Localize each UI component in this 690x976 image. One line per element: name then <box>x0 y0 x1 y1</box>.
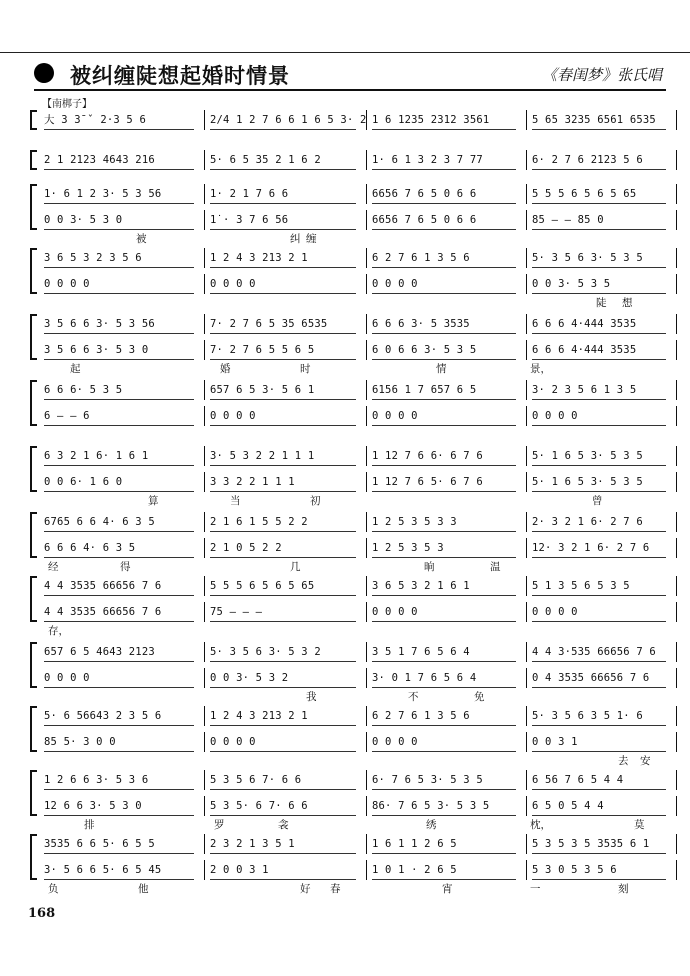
barline <box>366 770 367 790</box>
score-system <box>30 250 668 309</box>
measure: 657 6 5 4643 2123 <box>44 644 200 660</box>
score-system <box>30 772 668 831</box>
measure: 6 2 7 6 1 3 5 6 <box>372 708 522 724</box>
barline <box>676 732 677 752</box>
measure: 0 0 6· 1 6 0 <box>44 474 200 490</box>
measure: 大 3 3̄ ˇ 2·3 5 6 <box>44 112 200 128</box>
lyric-syllable: 去 <box>618 755 629 767</box>
measure: 6656 7 6 5 0 6 6 <box>372 212 522 228</box>
lyric-syllable: 被 <box>136 233 147 245</box>
measure: 5· 1 6 5 3· 5 3 5 <box>532 448 672 464</box>
lyric-syllable: 当 <box>230 495 241 507</box>
barline <box>676 314 677 334</box>
barline <box>366 406 367 426</box>
lyric-syllable: 莫 <box>634 819 645 831</box>
lyric-syllable: 经 <box>48 561 59 573</box>
measure: 1 6 1235 2312 3561 <box>372 112 522 128</box>
barline <box>676 472 677 492</box>
barline <box>526 834 527 854</box>
measure: 5 3 5· 6 7· 6 6 <box>210 798 362 814</box>
barline <box>526 380 527 400</box>
measure: 5 3 0 5 3 5 6 <box>532 862 672 878</box>
measure: 1̇ · 3 7 6 56 <box>210 212 362 228</box>
staff-row <box>44 342 668 358</box>
lyric-syllable: 算 <box>148 495 159 507</box>
measure: 0 0 0 0 <box>210 276 362 292</box>
barline <box>366 210 367 230</box>
barline <box>526 110 527 130</box>
measure: 5 1 3 5 6 5 3 5 <box>532 578 672 594</box>
lyrics-row <box>44 362 668 376</box>
barline <box>204 210 205 230</box>
score-system <box>30 578 668 637</box>
top-rule <box>0 52 690 53</box>
system-bracket <box>30 110 37 130</box>
barline <box>676 110 677 130</box>
barline <box>526 472 527 492</box>
lyric-syllable: 春 <box>330 883 341 895</box>
measure: 1 2 5 3 5 3 3 <box>372 514 522 530</box>
barline <box>676 248 677 268</box>
measure: 1 6 1 1 2 6 5 <box>372 836 522 852</box>
staff-row <box>44 112 668 128</box>
score-system <box>30 112 668 128</box>
barline <box>526 668 527 688</box>
score-system <box>30 644 668 703</box>
staff-row <box>44 152 668 168</box>
measure: 86· 7 6 5 3· 5 3 5 <box>372 798 522 814</box>
barline <box>676 274 677 294</box>
lyric-syllable: 晌 <box>424 561 435 573</box>
system-bracket <box>30 512 37 558</box>
measure: 3· 2 3 5 6 1 3 5 <box>532 382 672 398</box>
barline <box>526 512 527 532</box>
staff-row <box>44 514 668 530</box>
lyric-syllable: 情 <box>436 363 447 375</box>
melody-type: 【南梆子】 <box>42 99 92 110</box>
lyric-syllable: 他 <box>138 883 149 895</box>
measure: 1 0 1 · 2 6 5 <box>372 862 522 878</box>
barline <box>526 538 527 558</box>
measure: 3 6 5 3 2 3 5 6 <box>44 250 200 266</box>
lyric-syllable: 衾 <box>278 819 289 831</box>
barline <box>676 380 677 400</box>
measure: 1 2 6 6 3· 5 3 6 <box>44 772 200 788</box>
barline <box>526 576 527 596</box>
barline <box>676 602 677 622</box>
barline <box>676 668 677 688</box>
barline <box>366 512 367 532</box>
barline <box>366 860 367 880</box>
measure: 2 1 0 5 2 2 <box>210 540 362 556</box>
barline <box>366 668 367 688</box>
measure: 3 5 6 6 3· 5 3 56 <box>44 316 200 332</box>
barline <box>204 446 205 466</box>
measure: 5 3 5 3 5 3535 6 1 <box>532 836 672 852</box>
staff-row <box>44 798 668 814</box>
lyric-syllable: 罗 <box>214 819 225 831</box>
measure: 3· 0 1 7 6 5 6 4 <box>372 670 522 686</box>
measure: 3 5 6 6 3· 5 3 0 <box>44 342 200 358</box>
barline <box>526 184 527 204</box>
measure: 4 4 3535 66656 7 6 <box>44 604 200 620</box>
measure: 6 6 6 4·444 3535 <box>532 316 672 332</box>
barline <box>676 446 677 466</box>
barline <box>366 340 367 360</box>
system-bracket <box>30 184 37 230</box>
song-source: 《春闺梦》张氏唱 <box>541 66 662 84</box>
barline <box>676 184 677 204</box>
measure: 75 — — — <box>210 604 362 620</box>
lyric-syllable: 绣 <box>426 819 437 831</box>
lyrics-row <box>44 882 668 896</box>
measure: 6· 2 7 6 2123 5 6 <box>532 152 672 168</box>
score-system <box>30 186 668 245</box>
barline <box>526 248 527 268</box>
measure: 6 0 6 6 3· 5 3 5 <box>372 342 522 358</box>
barline <box>366 314 367 334</box>
measure: 6 — — 6 <box>44 408 200 424</box>
measure: 657 6 5 3· 5 6 1 <box>210 382 362 398</box>
lyric-syllable: 刻 <box>618 883 629 895</box>
measure: 2 1 2123 4643 216 <box>44 152 200 168</box>
barline <box>366 602 367 622</box>
lyric-syllable: 好 <box>300 883 311 895</box>
staff-row <box>44 212 668 228</box>
lyrics-row <box>44 494 668 508</box>
measure: 6 6 6 4·444 3535 <box>532 342 672 358</box>
measure: 0 0 0 0 <box>372 276 522 292</box>
barline <box>204 274 205 294</box>
staff-row <box>44 772 668 788</box>
measure: 5 3 5 6 7· 6 6 <box>210 772 362 788</box>
barline <box>526 406 527 426</box>
measure: 0 0 0 0 <box>44 670 200 686</box>
staff-row <box>44 862 668 878</box>
lyric-syllable: 景， <box>530 363 551 375</box>
barline <box>366 446 367 466</box>
barline <box>204 642 205 662</box>
barline <box>204 248 205 268</box>
lyric-syllable: 免 <box>474 691 485 703</box>
system-bracket <box>30 770 37 816</box>
measure: 0 0 0 0 <box>372 408 522 424</box>
measure: 0 0 0 0 <box>210 734 362 750</box>
barline <box>204 406 205 426</box>
measure: 5· 3 5 6 3· 5 3 5 <box>532 250 672 266</box>
measure: 1· 6 1 2 3· 5 3 56 <box>44 186 200 202</box>
measure: 0 0 0 0 <box>372 604 522 620</box>
measure: 3 5 1 7 6 5 6 4 <box>372 644 522 660</box>
measure: 6 56 7 6 5 4 4 <box>532 772 672 788</box>
barline <box>204 150 205 170</box>
measure: 6· 7 6 5 3· 5 3 5 <box>372 772 522 788</box>
measure: 2· 3 2 1 6· 2 7 6 <box>532 514 672 530</box>
score-system <box>30 836 668 895</box>
lyric-syllable: 时 <box>300 363 311 375</box>
barline <box>676 406 677 426</box>
barline <box>366 150 367 170</box>
lyrics-row <box>44 818 668 832</box>
measure: 1· 2 1 7 6 6 <box>210 186 362 202</box>
barline <box>366 576 367 596</box>
lyric-syllable: 存， <box>48 625 69 637</box>
measure: 3 6 5 3 2 1 6 1 <box>372 578 522 594</box>
barline <box>676 150 677 170</box>
barline <box>526 210 527 230</box>
system-bracket <box>30 314 37 360</box>
score-system <box>30 448 668 507</box>
staff-row <box>44 448 668 464</box>
lyrics-row <box>44 560 668 574</box>
barline <box>526 642 527 662</box>
measure: 4 4 3·535 66656 7 6 <box>532 644 672 660</box>
measure: 85 5· 3 0 0 <box>44 734 200 750</box>
staff-row <box>44 670 668 686</box>
barline <box>676 340 677 360</box>
measure: 5 65 3235 6561 6535 <box>532 112 672 128</box>
barline <box>526 446 527 466</box>
barline <box>366 472 367 492</box>
staff-row <box>44 276 668 292</box>
measure: 12· 3 2 1 6· 2 7 6 <box>532 540 672 556</box>
lyric-syllable: 几 <box>290 561 301 573</box>
barline <box>366 732 367 752</box>
measure: 6 2 7 6 1 3 5 6 <box>372 250 522 266</box>
measure: 5· 1 6 5 3· 5 3 5 <box>532 474 672 490</box>
measure: 5· 6 5 35 2 1 6 2 <box>210 152 362 168</box>
barline <box>204 472 205 492</box>
measure: 1 12 7 6 5· 6 7 6 <box>372 474 522 490</box>
measure: 6156 1 7 657 6 5 <box>372 382 522 398</box>
barline <box>676 834 677 854</box>
measure: 6 3 2 1 6· 1 6 1 <box>44 448 200 464</box>
measure: 2 3 2 1 3 5 1 <box>210 836 362 852</box>
barline <box>526 732 527 752</box>
measure: 0 0 0 0 <box>210 408 362 424</box>
measure: 0 0 0 0 <box>532 408 672 424</box>
barline <box>204 314 205 334</box>
measure: 0 0 3· 5 3 2 <box>210 670 362 686</box>
measure: 1 2 4 3 213 2 1 <box>210 250 362 266</box>
measure: 5· 3 5 6 3· 5 3 2 <box>210 644 362 660</box>
barline <box>204 380 205 400</box>
measure: 6 6 6· 5 3 5 <box>44 382 200 398</box>
lyrics-row <box>44 690 668 704</box>
barline <box>676 642 677 662</box>
bullet-icon <box>34 63 54 83</box>
barline <box>204 796 205 816</box>
staff-row <box>44 734 668 750</box>
lyric-syllable: 宵 <box>442 883 453 895</box>
measure: 0 0 3 1 <box>532 734 672 750</box>
barline <box>526 706 527 726</box>
lyric-syllable: 曾 <box>592 495 603 507</box>
measure: 2 0 0 3 1 <box>210 862 362 878</box>
lyric-syllable: 排 <box>84 819 95 831</box>
barline <box>204 602 205 622</box>
lyric-syllable: 初 <box>310 495 321 507</box>
barline <box>366 110 367 130</box>
song-header <box>34 60 664 88</box>
measure: 0 0 0 0 <box>44 276 200 292</box>
lyric-syllable: 起 <box>70 363 81 375</box>
lyric-syllable: 纠 <box>290 233 301 245</box>
lyrics-row <box>44 624 668 638</box>
staff-row <box>44 578 668 594</box>
barline <box>204 538 205 558</box>
barline <box>366 538 367 558</box>
score-system <box>30 708 668 767</box>
lyrics-row <box>44 754 668 768</box>
barline <box>366 380 367 400</box>
lyric-syllable: 想 <box>622 297 633 309</box>
lyric-syllable: 温 <box>490 561 501 573</box>
barline <box>526 602 527 622</box>
barline <box>204 732 205 752</box>
measure: 1 12 7 6 6· 6 7 6 <box>372 448 522 464</box>
staff-row <box>44 250 668 266</box>
measure: 0 0 3· 5 3 0 <box>44 212 200 228</box>
staff-row <box>44 644 668 660</box>
measure: 3· 5 3 2 2 1 1 1 <box>210 448 362 464</box>
barline <box>204 512 205 532</box>
barline <box>204 668 205 688</box>
system-bracket <box>30 446 37 492</box>
staff-row <box>44 708 668 724</box>
measure: 7· 2 7 6 5 5 6 5 <box>210 342 362 358</box>
lyric-syllable: 婚 <box>220 363 231 375</box>
system-bracket <box>30 706 37 752</box>
system-bracket <box>30 576 37 622</box>
lyric-syllable: 我 <box>306 691 317 703</box>
barline <box>366 184 367 204</box>
measure: 2/4 1 2 7 6 6 1 6 5 3· 2 <box>210 114 367 126</box>
system-bracket <box>30 248 37 294</box>
lyric-syllable: 一 <box>530 883 541 895</box>
barline <box>366 834 367 854</box>
staff-row <box>44 408 668 424</box>
measure: 2 1 6 1 5 5 2 2 <box>210 514 362 530</box>
measure: 5 5 5 6 5 6 5 65 <box>210 578 362 594</box>
score-system <box>30 152 668 168</box>
score-system <box>30 514 668 573</box>
lyric-syllable: 安 <box>640 755 651 767</box>
measure: 0 0 0 0 <box>532 604 672 620</box>
barline <box>526 860 527 880</box>
staff-row <box>44 836 668 852</box>
staff-row <box>44 540 668 556</box>
staff-row <box>44 474 668 490</box>
measure: 12 6 6 3· 5 3 0 <box>44 798 200 814</box>
measure: 6 6 6 4· 6 3 5 <box>44 540 200 556</box>
measure: 5 5 5 6 5 6 5 65 <box>532 186 672 202</box>
barline <box>526 274 527 294</box>
barline <box>676 860 677 880</box>
page-number: 168 <box>28 906 56 921</box>
barline <box>204 576 205 596</box>
measure: 5· 6 56643 2 3 5 6 <box>44 708 200 724</box>
measure: 3 3 2 2 1 1 1 <box>210 474 362 490</box>
barline <box>676 512 677 532</box>
system-bracket <box>30 834 37 880</box>
barline <box>204 860 205 880</box>
barline <box>366 248 367 268</box>
barline <box>366 706 367 726</box>
measure: 1· 6 1 3 2 3 7 77 <box>372 152 522 168</box>
barline <box>366 274 367 294</box>
lyric-syllable: 陡 <box>596 297 607 309</box>
system-bracket <box>30 642 37 688</box>
staff-row <box>44 186 668 202</box>
lyrics-row <box>44 232 668 246</box>
barline <box>676 538 677 558</box>
system-bracket <box>30 150 37 170</box>
measure: 7· 2 7 6 5 35 6535 <box>210 316 362 332</box>
barline <box>676 770 677 790</box>
measure: 85 — — 85 0 <box>532 212 672 228</box>
barline <box>204 110 205 130</box>
measure: 6 6 6 3· 5 3535 <box>372 316 522 332</box>
barline <box>204 770 205 790</box>
measure: 0 0 3· 5 3 5 <box>532 276 672 292</box>
lyric-syllable: 枕， <box>530 819 551 831</box>
barline <box>204 706 205 726</box>
barline <box>526 314 527 334</box>
barline <box>204 184 205 204</box>
barline <box>676 576 677 596</box>
staff-row <box>44 604 668 620</box>
barline <box>676 210 677 230</box>
score-system <box>30 316 668 375</box>
song-title: 被纠缠陡想起婚时情景 <box>70 63 290 88</box>
barline <box>676 706 677 726</box>
barline <box>526 150 527 170</box>
measure: 1 2 5 3 5 3 <box>372 540 522 556</box>
staff-row <box>44 382 668 398</box>
measure: 1 2 4 3 213 2 1 <box>210 708 362 724</box>
system-bracket <box>30 380 37 426</box>
barline <box>204 340 205 360</box>
barline <box>676 796 677 816</box>
measure: 6656 7 6 5 0 6 6 <box>372 186 522 202</box>
score-system <box>30 382 668 424</box>
barline <box>366 642 367 662</box>
staff-row <box>44 316 668 332</box>
measure: 6 5 0 5 4 4 <box>532 798 672 814</box>
header-rule <box>34 89 666 91</box>
measure: 0 4 3535 66656 7 6 <box>532 670 672 686</box>
measure: 3· 5 6 6 5· 6 5 45 <box>44 862 200 878</box>
barline <box>526 796 527 816</box>
measure: 5· 3 5 6 3 5 1· 6 <box>532 708 672 724</box>
measure: 0 0 0 0 <box>372 734 522 750</box>
lyric-syllable: 不 <box>408 691 419 703</box>
measure: 3535 6 6 5· 6 5 5 <box>44 836 200 852</box>
lyric-syllable: 负 <box>48 883 59 895</box>
lyrics-row <box>44 296 668 310</box>
measure: 6765 6 6 4· 6 3 5 <box>44 514 200 530</box>
measure: 4 4 3535 66656 7 6 <box>44 578 200 594</box>
barline <box>366 796 367 816</box>
lyric-syllable: 缠 <box>306 233 317 245</box>
lyric-syllable: 得 <box>120 561 131 573</box>
barline <box>526 770 527 790</box>
barline <box>526 340 527 360</box>
barline <box>204 834 205 854</box>
